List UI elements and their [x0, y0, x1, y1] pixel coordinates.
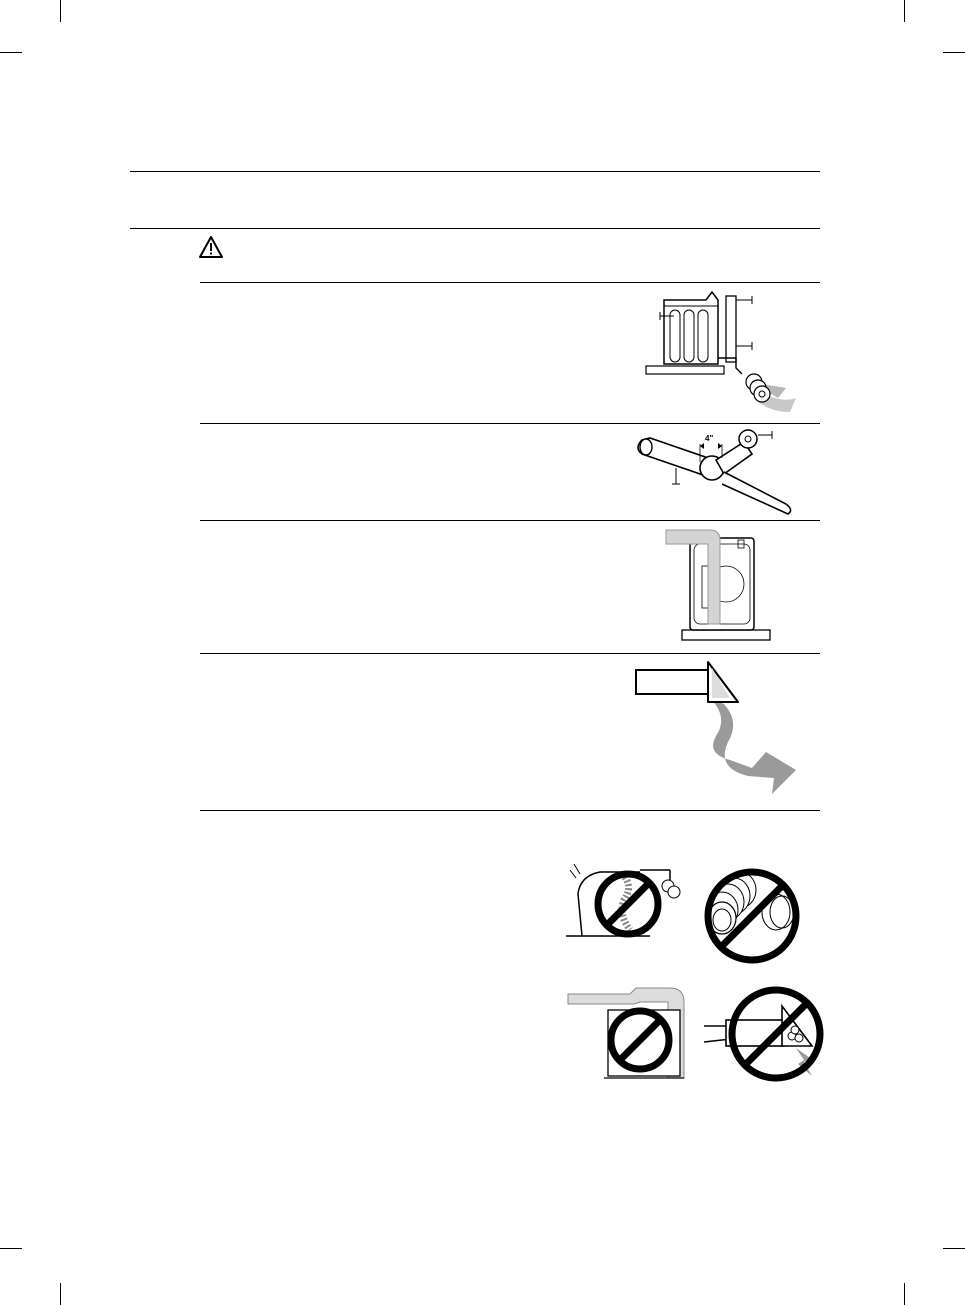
crop-mark — [60, 1283, 61, 1305]
duct-bend-clearance-figure — [636, 428, 800, 516]
crop-mark — [943, 52, 965, 53]
vent-hood-airflow-figure — [632, 656, 802, 798]
no-coiled-duct-figure — [700, 866, 804, 966]
table-rule — [200, 653, 820, 654]
table-rule — [200, 282, 820, 283]
section-rule-top — [130, 171, 820, 172]
crop-mark — [943, 1248, 965, 1249]
table-rule — [200, 520, 820, 521]
no-blocked-duct-figure — [564, 980, 688, 1084]
dryer-side-vent-figure — [640, 286, 800, 412]
no-lint-clogged-vent-figure — [700, 980, 824, 1084]
crop-mark — [0, 52, 22, 53]
no-crushed-duct-figure — [560, 860, 690, 942]
crop-mark — [904, 0, 905, 22]
crop-mark — [0, 1248, 22, 1249]
clearance-dimension-label: 4" — [705, 434, 714, 443]
table-rule — [200, 810, 820, 811]
section-rule — [130, 228, 820, 229]
dryer-rear-duct-figure — [664, 528, 774, 644]
crop-mark — [60, 0, 61, 22]
table-rule — [200, 423, 820, 424]
warning-triangle-icon — [198, 235, 224, 259]
crop-mark — [904, 1283, 905, 1305]
